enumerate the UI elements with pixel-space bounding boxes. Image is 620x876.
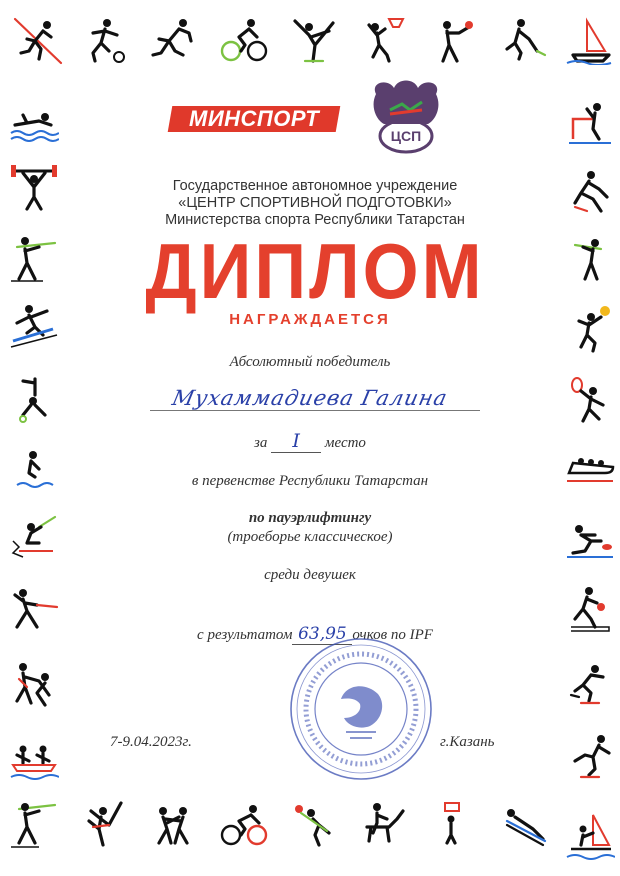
result-prefix: с результатом [197, 627, 293, 643]
place-prefix: за [254, 435, 268, 451]
minsport-logo: МИНСПОРТ [168, 106, 341, 132]
hockey-icon [496, 12, 552, 68]
place-suffix: место [324, 435, 366, 451]
diving-icon [6, 440, 62, 496]
sprinting-icon [146, 12, 202, 68]
svg-text:ЦСП: ЦСП [390, 128, 422, 144]
cycling-icon [216, 12, 272, 68]
trampoline-icon [426, 796, 482, 852]
competition-label: в первенстве Республики Татарстан [191, 473, 429, 489]
diploma-title: ДИПЛОМ [145, 228, 485, 316]
official-stamp [286, 634, 436, 784]
bobsleigh-icon [562, 440, 618, 496]
ski-jumping-icon [496, 796, 552, 852]
place-value: I [271, 430, 321, 453]
volleyball-icon [562, 300, 618, 356]
rowing-icon-left [6, 508, 62, 564]
city-label: г.Казань [440, 734, 495, 750]
boxing-icon [426, 12, 482, 68]
wrestling-icon [146, 796, 202, 852]
speed-skating-icon [562, 656, 618, 712]
recipient-name: Мухаммадиева Галина [170, 386, 450, 410]
snowboarding-icon [6, 296, 62, 352]
organization-line-2: «ЦЕНТР СПОРТИВНОЙ ПОДГОТОВКИ» [178, 195, 452, 211]
basketball-icon [356, 12, 412, 68]
place-line [210, 430, 410, 453]
golf-icon [562, 232, 618, 288]
running-icon [10, 12, 66, 68]
gymnastics-icon [286, 12, 342, 68]
result-value: 63,95 [292, 624, 352, 645]
date-label: 7-9.04.2023г. [110, 734, 192, 750]
canoe-icon [6, 728, 62, 784]
tennis-icon [562, 372, 618, 428]
fencing-icon [6, 580, 62, 636]
karate-icon [76, 796, 132, 852]
discipline-label: (троеборье классическое) [227, 529, 393, 545]
judo-icon [6, 656, 62, 712]
sport-label: по пауэрлифтингу [248, 510, 372, 526]
biathlon-icon [6, 796, 62, 852]
billiards-icon [286, 796, 342, 852]
curling-icon [562, 508, 618, 564]
figure-skating-icon [562, 728, 618, 784]
bowling-icon [562, 580, 618, 636]
category-label: Абсолютный победитель [229, 354, 391, 370]
awarded-label: НАГРАЖДАЕТСЯ [229, 311, 391, 328]
equestrian-icon [356, 796, 412, 852]
organization-line-1: Государственное автономное учреждение [172, 178, 458, 194]
gymnastics-rings-icon [6, 372, 62, 428]
swimming-icon [6, 96, 62, 152]
weightlifting-icon [6, 160, 62, 216]
sailing-icon [562, 12, 618, 68]
shooting-icon [6, 230, 62, 286]
cycling-track-icon [216, 796, 272, 852]
csp-logo [366, 76, 446, 156]
windsurfing-icon [562, 808, 618, 864]
recipient-underline [150, 410, 480, 411]
result-suffix: очков по IPF [352, 627, 433, 643]
organization-line-3: Министерства спорта Республики Татарстан [165, 212, 465, 228]
diving-platform-icon [562, 96, 618, 152]
group-label: среди девушек [264, 567, 356, 583]
soccer-icon [76, 12, 132, 68]
ice-hockey-icon [562, 164, 618, 220]
